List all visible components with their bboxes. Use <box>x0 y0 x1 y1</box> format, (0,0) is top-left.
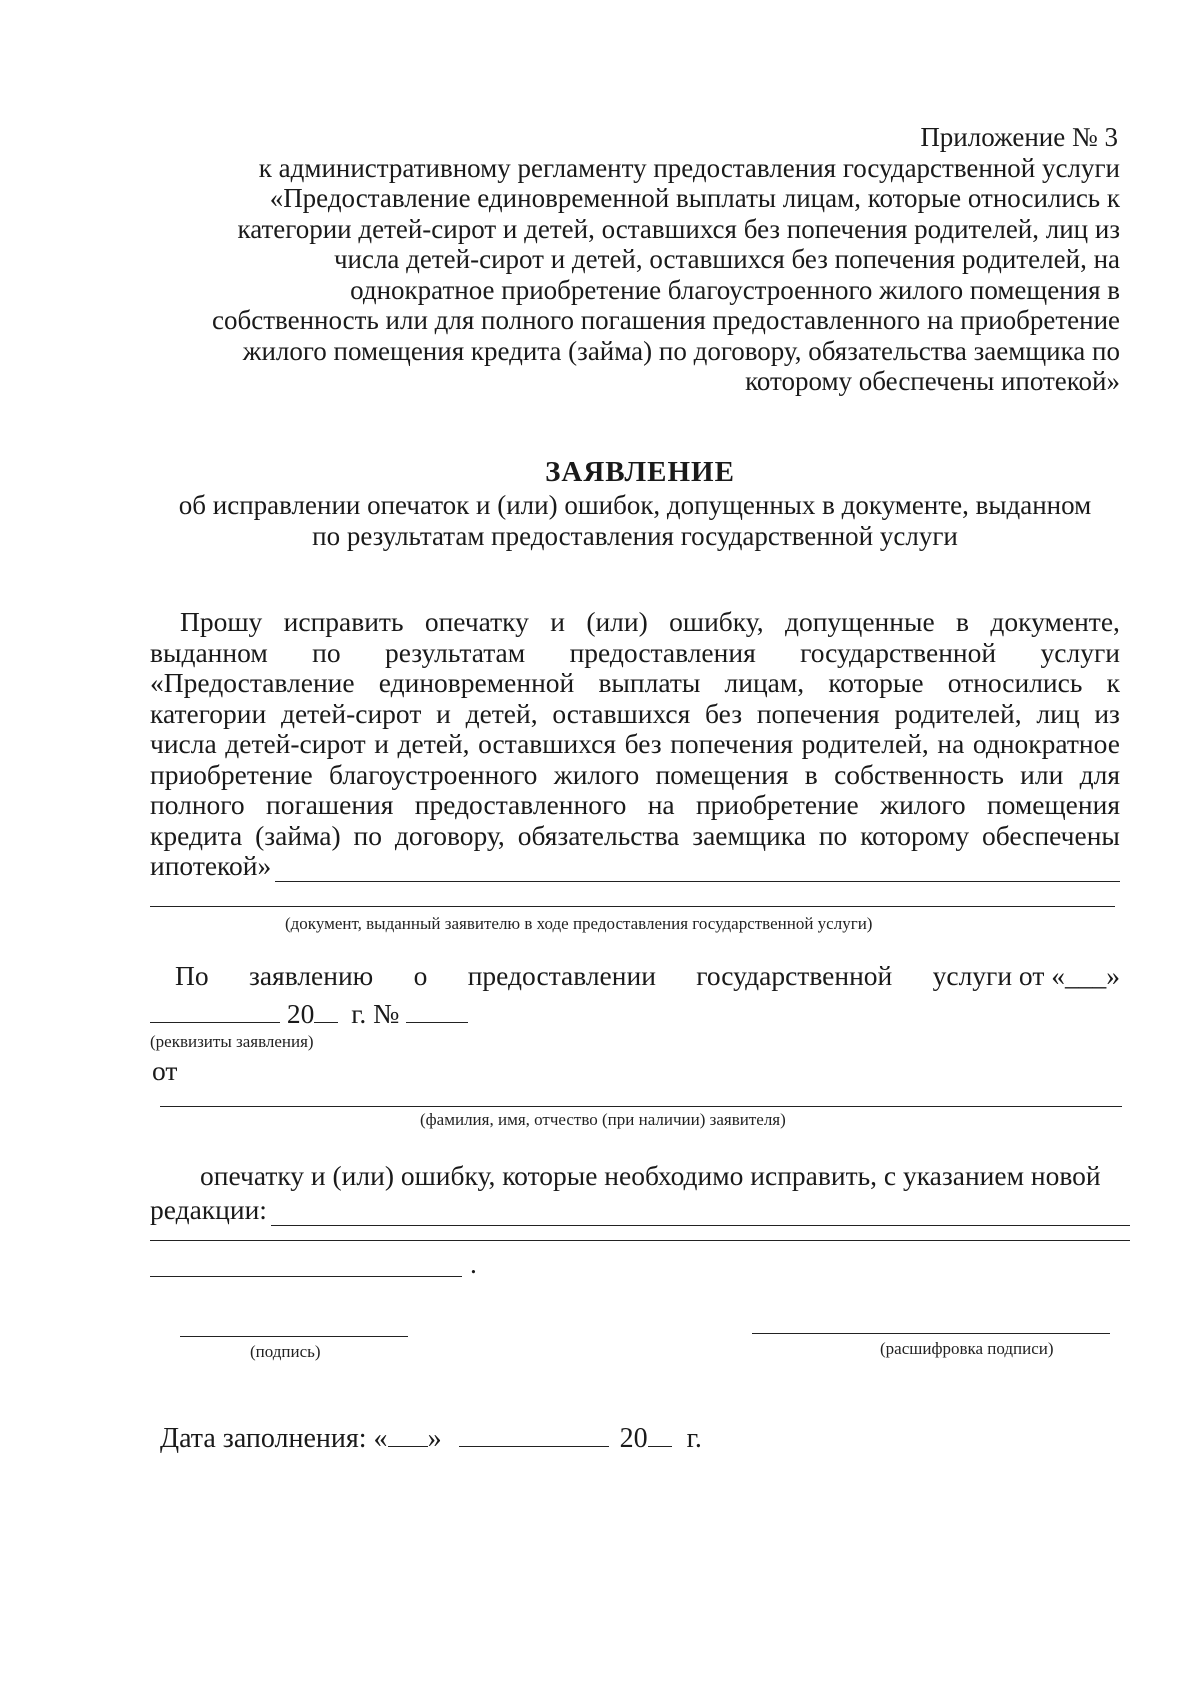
request-word: по <box>818 819 848 851</box>
request-word: категории <box>150 697 267 729</box>
request-word: попечения <box>756 697 880 729</box>
applicant-caption: (фамилия, имя, отчество (при наличии) заявителя) <box>420 1110 786 1129</box>
request-word: или <box>1020 758 1064 790</box>
correction-field[interactable] <box>271 1203 1130 1226</box>
request-word: родителей, <box>894 697 1022 729</box>
date-label: Дата заполнения: « <box>160 1423 388 1454</box>
request-word: «Предоставление <box>150 667 355 698</box>
date-close-quote: » <box>427 1423 442 1454</box>
request-word: исправить <box>283 606 404 637</box>
claim-date-field[interactable]: услуги от «___» <box>932 960 1120 991</box>
document-subtitle <box>150 490 1120 552</box>
request-word: (займа) <box>255 819 341 851</box>
request-word: детей, <box>465 697 538 729</box>
request-line <box>150 790 1120 821</box>
claim-word: заявлению <box>248 960 374 991</box>
request-word: по <box>312 636 341 668</box>
request-last-line <box>150 851 1120 882</box>
request-word: обязательства <box>517 819 680 851</box>
applicant-field-line[interactable] <box>160 1106 1122 1107</box>
appendix-line: жилого помещения кредита (займа) по договору, обязательства заемщика по <box>242 335 1120 366</box>
appendix-line: собственность или для полного погашения предоставленного на приобретение <box>212 305 1120 335</box>
request-word: числа <box>150 728 217 759</box>
appendix-line: однократное приобретение благоустроенного жилого помещения в <box>350 274 1120 305</box>
request-word: государственной <box>800 636 997 668</box>
request-word: Прошу <box>180 606 263 637</box>
request-word: детей-сирот <box>225 728 366 759</box>
correction-text: опечатку и (или) ошибку, которые необходимо исправить, с указанием новой <box>200 1160 1101 1191</box>
request-word: детей, <box>397 728 470 759</box>
date-suffix: г. <box>686 1423 702 1454</box>
document-title: ЗАЯВЛЕНИЕ <box>545 456 735 488</box>
request-word: собственность <box>834 758 1004 790</box>
date-year: 20 <box>619 1423 648 1454</box>
request-word: в <box>804 758 818 790</box>
request-word: по <box>353 819 383 851</box>
claim-year-field[interactable] <box>314 1000 338 1023</box>
document-field-line[interactable] <box>150 906 1115 907</box>
claim-word: государственной <box>696 960 893 991</box>
request-word: кредита <box>150 819 243 851</box>
correction-field-line[interactable] <box>150 1240 1130 1241</box>
claim-year-text: 20 <box>286 998 315 1029</box>
request-line <box>150 699 1120 730</box>
request-word: без <box>705 697 743 729</box>
request-word: (или) <box>586 606 648 637</box>
claim-number-label: г. № <box>351 998 400 1029</box>
signature-decode-caption: (расшифровка подписи) <box>880 1339 1054 1358</box>
request-word: в <box>956 606 970 637</box>
request-line <box>150 760 1120 791</box>
request-word: к <box>1106 667 1120 698</box>
appendix-header <box>160 122 1120 397</box>
request-word: оставшихся <box>552 697 691 729</box>
request-word: заемщика <box>692 819 806 851</box>
from-label: от <box>152 1055 178 1086</box>
request-word: погашения <box>265 789 394 820</box>
request-word: единовременной <box>378 667 575 698</box>
correction-label: редакции: <box>150 1194 267 1225</box>
subtitle-line: об исправлении опечаток и (или) ошибок, допущенных в документе, выданном <box>178 490 1092 520</box>
signature-field[interactable] <box>180 1336 408 1337</box>
request-word: допущенные <box>784 606 935 637</box>
date-month-field[interactable] <box>459 1424 609 1447</box>
request-word: попечения <box>670 728 794 759</box>
request-word: которому <box>860 819 970 851</box>
document-caption: (документ, выданный заявителю в ходе предоставления государственной услуги) <box>285 914 873 933</box>
appendix-line: числа детей-сирот и детей, оставшихся без попечения родителей, на <box>333 244 1120 274</box>
request-word: и <box>436 697 451 729</box>
appendix-number: Приложение № 3 <box>920 122 1118 152</box>
request-word: опечатку <box>424 606 529 637</box>
request-word: помещения <box>986 789 1120 820</box>
request-word: лиц <box>1036 697 1080 729</box>
request-word: и <box>550 606 565 637</box>
request-line <box>150 729 1120 760</box>
correction-end-dot: . <box>470 1248 477 1279</box>
request-word: договору, <box>394 819 505 851</box>
request-word: результатам <box>385 636 526 668</box>
request-word: которые <box>828 667 924 698</box>
date-day-field[interactable] <box>388 1424 428 1447</box>
request-word: на <box>937 728 965 759</box>
request-word: услуги <box>1040 636 1120 668</box>
request-word: жилого <box>880 789 966 820</box>
request-word: ошибку, <box>669 606 764 637</box>
request-word: обеспечены <box>981 819 1120 851</box>
appendix-line: к административному регламенту предоставления государственной услуги <box>258 152 1120 183</box>
request-word: выплаты <box>598 667 701 698</box>
subtitle-line: по результатам предоставления государственной услуги <box>312 521 958 551</box>
request-word: предоставленного <box>414 789 627 820</box>
claim-word: По <box>175 960 209 991</box>
request-word: приобретение <box>150 758 313 790</box>
request-word: без <box>624 728 662 759</box>
request-word: и <box>374 728 389 759</box>
signature-decode-field[interactable] <box>752 1333 1110 1334</box>
claim-word: предоставлении <box>467 960 656 991</box>
request-line <box>150 821 1120 852</box>
date-year-field[interactable] <box>648 1424 672 1447</box>
request-word: помещения <box>655 758 789 790</box>
correction-field-line-short[interactable] <box>150 1276 462 1277</box>
appendix-line: категории детей-сирот и детей, оставшихся без попечения родителей, лиц из <box>237 213 1120 244</box>
appendix-line: которому обеспечены ипотекой» <box>745 366 1120 396</box>
request-word: документе, <box>990 606 1120 637</box>
claim-requisites-line <box>150 998 468 1030</box>
request-word: жилого <box>553 758 640 790</box>
request-word: относились <box>947 667 1083 698</box>
request-word: из <box>1094 697 1120 729</box>
request-word: предоставления <box>569 636 756 668</box>
claim-number-field[interactable] <box>406 1000 468 1023</box>
request-word: благоустроенного <box>329 758 538 790</box>
request-paragraph <box>150 607 1120 882</box>
request-word: родителей, <box>801 728 929 759</box>
request-word: оставшихся <box>478 728 616 759</box>
request-word: детей-сирот <box>280 697 422 729</box>
request-word: для <box>1079 758 1120 790</box>
request-word: лицам, <box>724 667 805 698</box>
request-line <box>150 638 1120 669</box>
document-field[interactable] <box>275 857 1120 882</box>
request-last-text: ипотекой» <box>150 850 272 881</box>
request-word: на <box>647 789 675 820</box>
appendix-line: «Предоставление единовременной выплаты лицам, которые относились к <box>269 183 1120 213</box>
requisites-caption: (реквизиты заявления) <box>150 1032 314 1051</box>
request-word: полного <box>150 789 245 820</box>
request-line <box>150 668 1120 699</box>
request-line <box>150 607 1120 638</box>
request-word: выданном <box>150 636 268 668</box>
request-word: однократное <box>972 728 1120 759</box>
claim-day-month-field[interactable] <box>150 1000 280 1023</box>
fill-date-line <box>160 1423 702 1455</box>
correction-edition-line <box>150 1194 1130 1226</box>
claim-word: о <box>413 960 428 991</box>
claim-line <box>175 960 1120 992</box>
request-word: приобретение <box>695 789 859 820</box>
signature-caption: (подпись) <box>250 1342 321 1361</box>
